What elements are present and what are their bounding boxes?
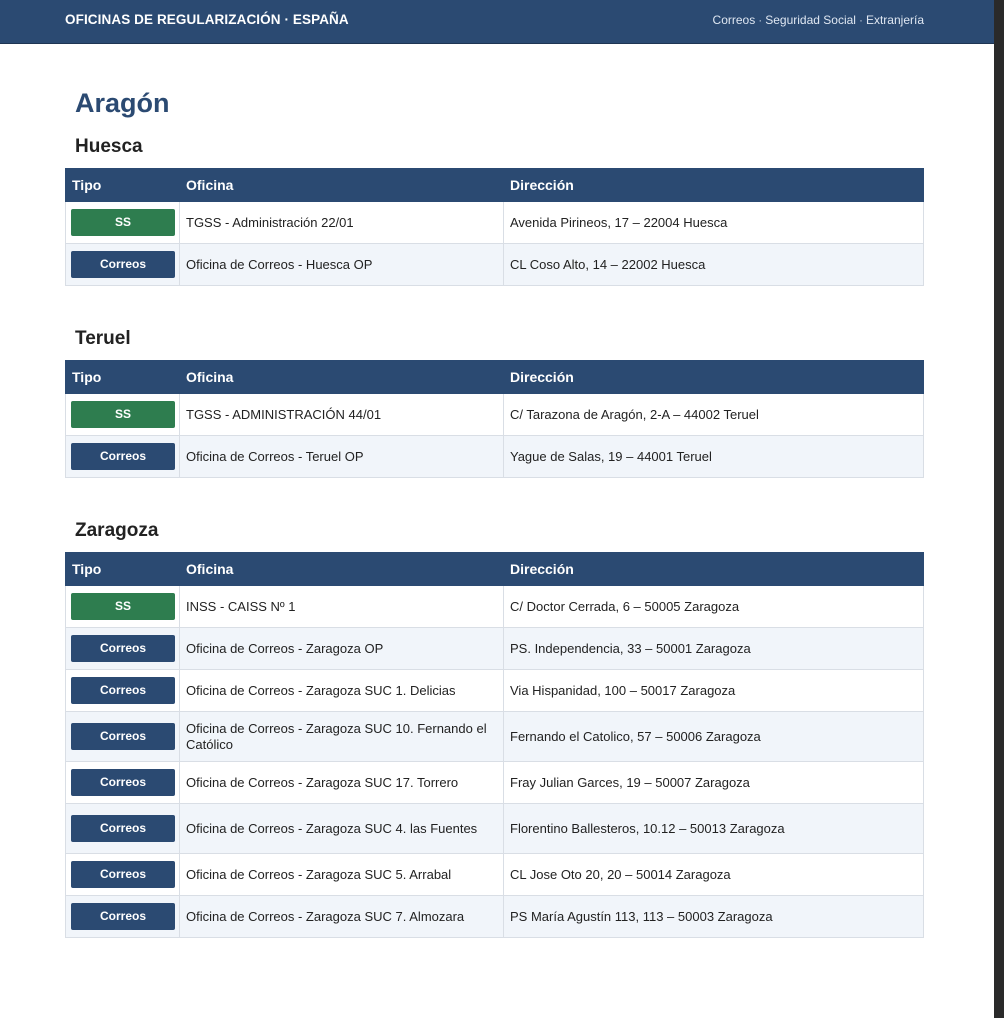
offices-table — [65, 168, 924, 286]
nav-link-extranjeria[interactable]: Extranjería — [865, 13, 924, 27]
province-section — [65, 136, 923, 286]
table-row — [66, 896, 924, 938]
table-row — [66, 586, 924, 628]
table-row — [66, 712, 924, 762]
correos-badge: Correos — [71, 769, 175, 796]
ss-badge: SS — [71, 401, 175, 428]
cell-tipo — [66, 586, 180, 628]
nav-separator: · — [858, 13, 863, 27]
cell-tipo — [66, 394, 180, 436]
cell-direccion: Fray Julian Garces, 19 – 50007 Zaragoza — [504, 762, 924, 804]
cell-direccion: Via Hispanidad, 100 – 50017 Zaragoza — [504, 670, 924, 712]
cell-direccion: Yague de Salas, 19 – 44001 Teruel — [504, 436, 924, 478]
ss-badge: SS — [71, 593, 175, 620]
table-header-row — [66, 361, 924, 394]
cell-direccion: PS. Independencia, 33 – 50001 Zaragoza — [504, 628, 924, 670]
cell-oficina: INSS - CAISS Nº 1 — [180, 586, 504, 628]
cell-direccion: Florentino Ballesteros, 10.12 – 50013 Zaragoza — [504, 804, 924, 854]
column-header-direccion: Dirección — [504, 553, 924, 586]
cell-oficina: Oficina de Correos - Teruel OP — [180, 436, 504, 478]
table-row — [66, 854, 924, 896]
cell-oficina: Oficina de Correos - Zaragoza SUC 17. Torrero — [180, 762, 504, 804]
column-header-tipo: Tipo — [66, 169, 180, 202]
cell-tipo — [66, 244, 180, 286]
cell-oficina: Oficina de Correos - Zaragoza SUC 1. Delicias — [180, 670, 504, 712]
column-header-oficina: Oficina — [180, 361, 504, 394]
table-row — [66, 394, 924, 436]
table-header-row — [66, 553, 924, 586]
offices-table — [65, 360, 924, 478]
nav-link-correos[interactable]: Correos — [712, 13, 756, 27]
province-title: Huesca — [75, 136, 143, 157]
correos-badge: Correos — [71, 677, 175, 704]
cell-oficina: Oficina de Correos - Zaragoza SUC 7. Almozara — [180, 896, 504, 938]
nav-separator: · — [758, 13, 763, 27]
main-content — [65, 43, 923, 938]
cell-oficina: Oficina de Correos - Zaragoza SUC 4. las Fuentes — [180, 804, 504, 854]
cell-direccion: Fernando el Catolico, 57 – 50006 Zaragoza — [504, 712, 924, 762]
cell-oficina: Oficina de Correos - Huesca OP — [180, 244, 504, 286]
cell-tipo — [66, 670, 180, 712]
cell-oficina: TGSS - ADMINISTRACIÓN 44/01 — [180, 394, 504, 436]
correos-badge: Correos — [71, 903, 175, 930]
correos-badge: Correos — [71, 443, 175, 470]
cell-oficina: Oficina de Correos - Zaragoza OP — [180, 628, 504, 670]
region-title: Aragón — [75, 88, 170, 118]
cell-oficina: TGSS - Administración 22/01 — [180, 202, 504, 244]
correos-badge: Correos — [71, 635, 175, 662]
column-header-direccion: Dirección — [504, 361, 924, 394]
table-row — [66, 628, 924, 670]
column-header-tipo: Tipo — [66, 553, 180, 586]
cell-tipo — [66, 854, 180, 896]
cell-direccion: CL Coso Alto, 14 – 22002 Huesca — [504, 244, 924, 286]
ss-badge: SS — [71, 209, 175, 236]
cell-oficina: Oficina de Correos - Zaragoza SUC 10. Fernando el Católico — [180, 712, 504, 762]
top-nav — [713, 13, 924, 27]
cell-tipo — [66, 712, 180, 762]
table-row — [66, 670, 924, 712]
cell-tipo — [66, 804, 180, 854]
cell-direccion: CL Jose Oto 20, 20 – 50014 Zaragoza — [504, 854, 924, 896]
cell-tipo — [66, 896, 180, 938]
column-header-oficina: Oficina — [180, 169, 504, 202]
site-brand[interactable]: OFICINAS DE REGULARIZACIÓN · ESPAÑA — [65, 12, 349, 27]
table-row — [66, 804, 924, 854]
province-section — [65, 520, 923, 938]
province-title: Teruel — [75, 328, 131, 349]
cell-tipo — [66, 202, 180, 244]
table-row — [66, 762, 924, 804]
offices-table — [65, 552, 924, 938]
cell-direccion: C/ Tarazona de Aragón, 2-A – 44002 Teruel — [504, 394, 924, 436]
table-header-row — [66, 169, 924, 202]
cell-direccion: C/ Doctor Cerrada, 6 – 50005 Zaragoza — [504, 586, 924, 628]
cell-direccion: Avenida Pirineos, 17 – 22004 Huesca — [504, 202, 924, 244]
top-bar — [0, 0, 994, 44]
table-row — [66, 202, 924, 244]
cell-oficina: Oficina de Correos - Zaragoza SUC 5. Arrabal — [180, 854, 504, 896]
cell-tipo — [66, 436, 180, 478]
table-row — [66, 436, 924, 478]
cell-tipo — [66, 762, 180, 804]
correos-badge: Correos — [71, 815, 175, 842]
column-header-oficina: Oficina — [180, 553, 504, 586]
correos-badge: Correos — [71, 861, 175, 888]
province-title: Zaragoza — [75, 520, 159, 541]
cell-direccion: PS María Agustín 113, 113 – 50003 Zaragoza — [504, 896, 924, 938]
correos-badge: Correos — [71, 251, 175, 278]
column-header-tipo: Tipo — [66, 361, 180, 394]
column-header-direccion: Dirección — [504, 169, 924, 202]
table-row — [66, 244, 924, 286]
cell-tipo — [66, 628, 180, 670]
correos-badge: Correos — [71, 723, 175, 750]
province-sections — [65, 136, 923, 938]
province-section — [65, 328, 923, 478]
nav-link-seguridad-social[interactable]: Seguridad Social — [765, 13, 856, 27]
window-edge — [994, 0, 1004, 1018]
